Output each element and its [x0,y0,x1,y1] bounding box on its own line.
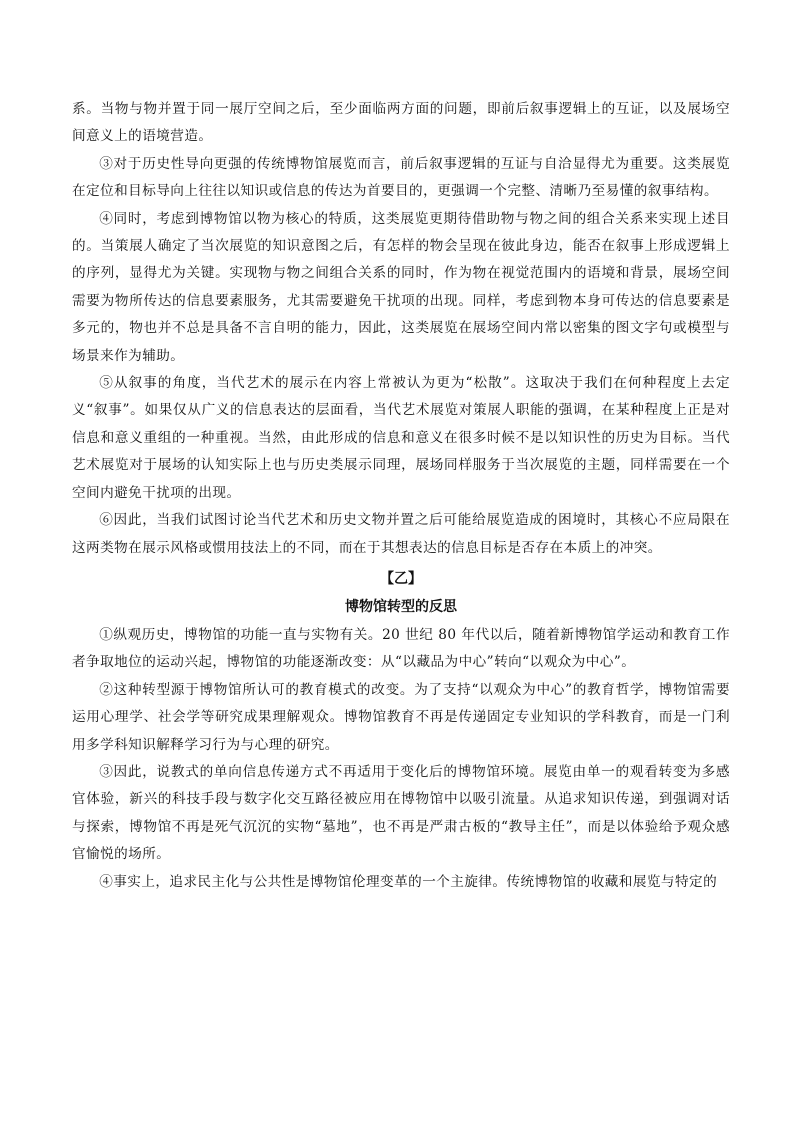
paragraph-yi-1: ①纵观历史，博物馆的功能一直与实物有关。20 世纪 80 年代以后，随着新博物馆学运动和教育工作者争取地位的运动兴起，博物馆的功能逐渐改变：从“以藏品为中心”转向“以观众为中心”。 [72,626,730,671]
document-page [72,96,730,896]
paragraph-3: ③对于历史性导向更强的传统博物馆展览而言，前后叙事逻辑的互证与自洽显得尤为重要。这类展览在定位和目标导向上往往以知识或信息的传达为首要目的，更强调一个完整、清晰乃至易懂的叙事结构。 [72,155,730,200]
section-title: 博物馆转型的反思 [345,598,457,615]
paragraph-yi-3: ③因此，说教式的单向信息传递方式不再适用于变化后的博物馆环境。展览由单一的观看转变为多感官体验，新兴的科技手段与数字化交互路径被应用在博物馆中以吸引流量。从追求知识传递，到强调对话与探索，博物馆不再是死气沉沉的实物“墓地”，也不再是严肃古板的“教导主任”，而是以体验给予观众感官愉悦的场所。 [72,763,730,863]
paragraph-yi-2: ②这种转型源于博物馆所认可的教育模式的改变。为了支持“以观众为中心”的教育哲学，博物馆需要运用心理学、社会学等研究成果理解观众。博物馆教育不再是传递固定专业知识的学科教育，而是一门利用多学科知识解释学习行为与心理的研究。 [72,681,730,753]
section-label-yi: 【乙】 [380,570,422,587]
paragraph-6: ⑥因此，当我们试图讨论当代艺术和历史文物并置之后可能给展览造成的困境时，其核心不应局限在这两类物在展示风格或惯用技法上的不同，而在于其想表达的信息目标是否存在本质上的冲突。 [72,512,730,556]
paragraph-continuation: 系。当物与物并置于同一展厅空间之后，至少面临两方面的问题，即前后叙事逻辑上的互证，以及展场空间意义上的语境营造。 [72,101,730,145]
paragraph-yi-4: ④事实上，追求民主化与公共性是博物馆伦理变革的一个主旋律。传统博物馆的收藏和展览与特定的 [99,873,718,890]
paragraph-5: ⑤从叙事的角度，当代艺术的展示在内容上常被认为更为“松散”。这取决于我们在何种程度上去定义“叙事”。如果仅从广义的信息表达的层面看，当代艺术展览对策展人职能的强调，在某种程度上正是对信息和意义重组的一种重视。当然，由此形成的信息和意义在很多时候不是以知识性的历史为目标。当代艺术展览对于展场的认知实际上也与历史类展示同理，展场同样服务于当次展览的主题，同样需要在一个空间内避免干扰项的出现。 [72,375,730,501]
paragraph-4: ④同时，考虑到博物馆以物为核心的特质，这类展览更期待借助物与物之间的组合关系来实现上述目的。当策展人确定了当次展览的知识意图之后，有怎样的物会呈现在彼此身边，能否在叙事上形成逻辑上的序列，显得尤为关键。实现物与物之间组合关系的同时，作为物在视觉范围内的语境和背景，展场空间需要为物所传达的信息要素服务，尤其需要避免干扰项的出现。同样，考虑到物本身可传达的信息要素是多元的，物也并不总是具备不言自明的能力，因此，这类展览在展场空间内常以密集的图文字句或模型与场景来作为辅助。 [72,210,730,364]
